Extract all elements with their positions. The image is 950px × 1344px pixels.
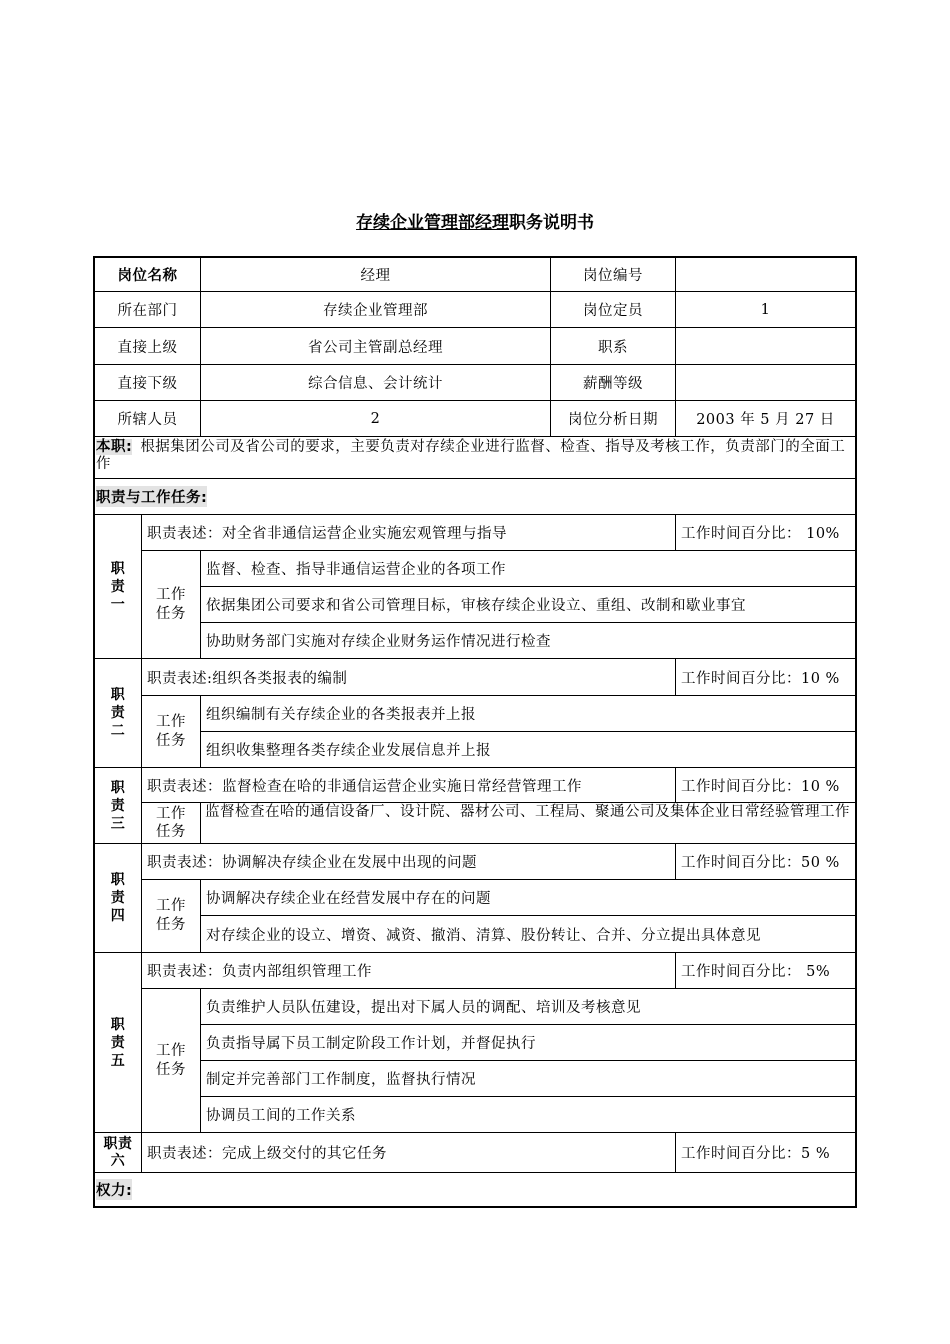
duty-5-task-label: 工作 任务 (156, 1042, 186, 1078)
duty-2-task-2: 组织收集整理各类存续企业发展信息并上报 (206, 743, 491, 759)
duty-1-task-1: 监督、检查、指导非通信运营企业的各项工作 (206, 562, 506, 578)
duty-1-pct: 工作时间百分比： 10% (681, 526, 840, 542)
duty-1-task-2: 依据集团公司要求和省公司管理目标，审核存续企业设立、重组、改制和歇业事宜 (206, 598, 746, 614)
duty-4-task-2: 对存续企业的设立、增资、减资、撤消、清算、股份转让、合并、分立提出具体意见 (206, 927, 761, 944)
title-underlined: 存续企业管理部经理 (356, 213, 509, 233)
duty-4-task-1: 协调解决存续企业在经营发展中存在的问题 (206, 891, 491, 907)
duty-2-task-label: 工作 任务 (156, 713, 186, 749)
superior-value: 省公司主管副总经理 (308, 339, 443, 356)
duty-5-label: 职 责 五 (110, 1016, 126, 1069)
duty-4-desc: 职责表述：协调解决存续企业在发展中出现的问题 (147, 855, 477, 871)
series-label: 职系 (598, 339, 628, 356)
duty-4-task-label: 工作 任务 (156, 898, 186, 933)
duty-1-task-3: 协助财务部门实施对存续企业财务运作情况进行检查 (206, 634, 551, 650)
duty-2-label: 职 责 二 (110, 687, 126, 739)
duty-1-desc: 职责表述：对全省非通信运营企业实施宏观管理与指导 (147, 526, 507, 542)
superior-label: 直接上级 (117, 339, 178, 356)
summary-label: 本职: (96, 439, 133, 455)
duty-1-task-label: 工作 任务 (156, 586, 186, 622)
duty-4-label: 职 责 四 (110, 872, 126, 924)
duty-2-pct: 工作时间百分比：10 % (681, 670, 840, 687)
subordinate-value: 综合信息、会计统计 (308, 376, 443, 392)
duty-3-pct: 工作时间百分比：10 % (681, 778, 840, 795)
document-title (0, 208, 950, 233)
summary-text: 根据集团公司及省公司的要求，主要负责对存续企业进行监督、检查、指导及考核工作，负责部门的全面工作 (96, 439, 846, 472)
post-name-value: 经理 (360, 268, 391, 284)
duty-5-task-1: 负责维护人员队伍建设，提出对下属人员的调配、培训及考核意见 (206, 1000, 641, 1016)
duty-3-task-label: 工作 任务 (156, 806, 186, 840)
duties-heading (95, 479, 395, 514)
pay-value (676, 365, 855, 400)
power-heading-text: 权力: (96, 1179, 132, 1200)
series-value (676, 328, 855, 364)
post-no-label: 岗位编号 (583, 268, 643, 284)
duty-1-label: 职 责 一 (110, 560, 126, 613)
duty-3-desc: 职责表述：监督检查在哈的非通信运营企业实施日常经营管理工作 (147, 778, 582, 795)
duty-6-pct: 工作时间百分比：5 % (681, 1146, 831, 1162)
duty-5-task-4: 协调员工间的工作关系 (206, 1108, 356, 1124)
date-value: 2003 年 5 月 27 日 (696, 412, 835, 428)
title-rest: 职务说明书 (509, 213, 594, 233)
date-label: 岗位分析日期 (568, 412, 658, 428)
staff-label: 所辖人员 (117, 412, 178, 428)
subordinate-label: 直接下级 (117, 376, 178, 392)
duty-2-desc: 职责表述:组织各类报表的编制 (147, 670, 348, 687)
headcount-label: 岗位定员 (583, 303, 643, 319)
duties-heading-text: 职责与工作任务: (96, 486, 207, 507)
pay-label: 薪酬等级 (583, 376, 643, 392)
summary (95, 439, 851, 478)
duty-3-task-1: 监督检查在哈的通信设备厂、设计院、器材公司、工程局、聚通公司及集体企业日常经验管理工作 (205, 804, 850, 820)
duty-5-task-2: 负责指导属下员工制定阶段工作计划，并督促执行 (206, 1036, 536, 1052)
duty-4-pct: 工作时间百分比：50 % (681, 855, 840, 871)
staff-value: 2 (370, 410, 381, 427)
duty-2-task-1: 组织编制有关存续企业的各类报表并上报 (206, 707, 476, 723)
dept-label: 所在部门 (117, 303, 178, 319)
duty-6-label: 职责 六 (103, 1135, 133, 1169)
headcount-value: 1 (760, 301, 771, 318)
dept-value: 存续企业管理部 (323, 303, 428, 319)
duty-3-label: 职 责 三 (110, 779, 126, 832)
duty-5-pct: 工作时间百分比： 5% (681, 964, 831, 980)
power-heading (95, 1173, 395, 1206)
post-no-value (676, 258, 855, 291)
duty-6-desc: 职责表述：完成上级交付的其它任务 (147, 1146, 387, 1162)
duty-5-desc: 职责表述：负责内部组织管理工作 (147, 964, 372, 980)
duty-5-task-3: 制定并完善部门工作制度，监督执行情况 (206, 1072, 476, 1088)
post-name-label: 岗位名称 (117, 268, 178, 284)
